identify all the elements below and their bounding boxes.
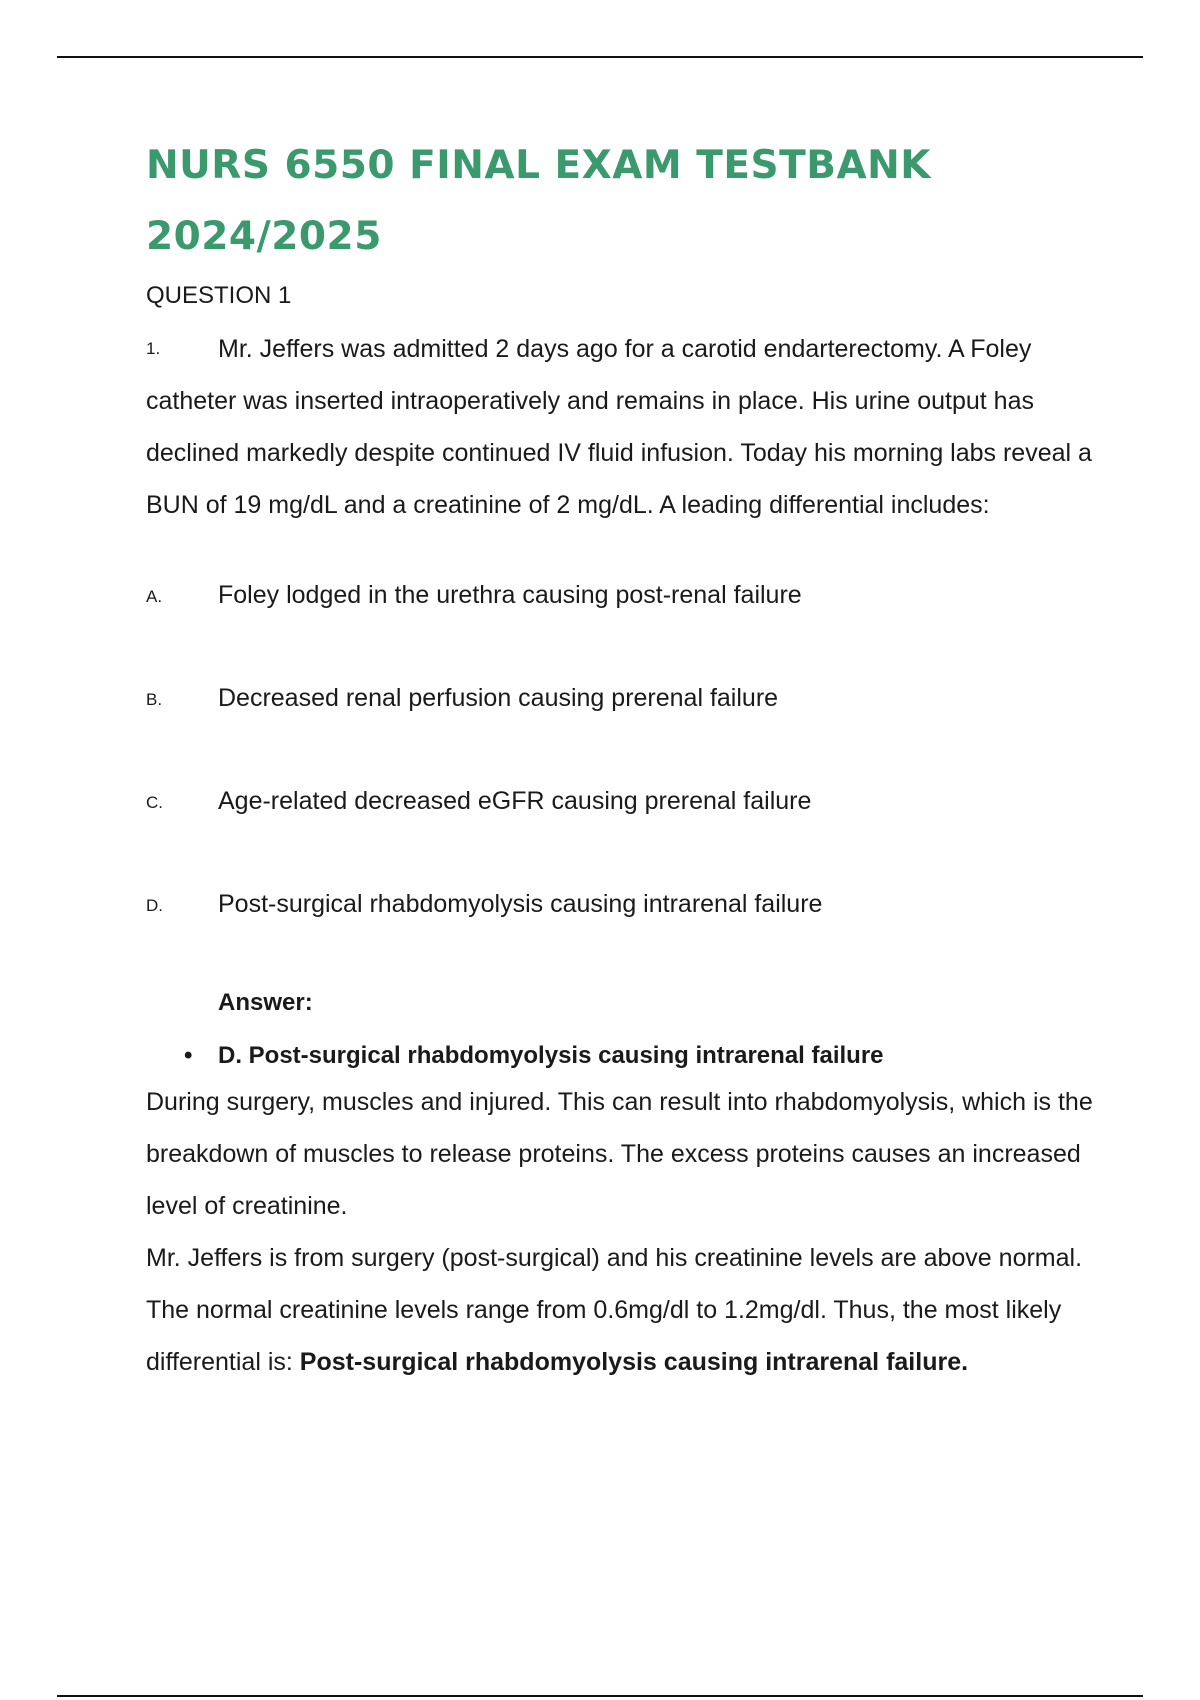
title-line-2: 2024/2025 xyxy=(146,214,382,259)
answer-choice-text: D. Post-surgical rhabdomyolysis causing intrarenal failure xyxy=(218,1042,884,1069)
option-b xyxy=(146,680,1096,783)
page-title xyxy=(146,130,1096,272)
question-label: QUESTION 1 xyxy=(146,282,292,309)
question-stem-block xyxy=(146,323,1096,531)
option-text: Foley lodged in the urethra causing post-renal failure xyxy=(218,581,802,609)
answer-label: Answer: xyxy=(218,989,313,1016)
explanation-text: Mr. Jeffers is from surgery (post-surgical) and his creatinine levels are above normal. The normal creatinine levels range from 0.6mg/dl to 1.2mg/dl. Thus, the most likely differential is: xyxy=(146,1244,1083,1376)
bullet-icon: • xyxy=(184,1042,193,1069)
bottom-rule xyxy=(57,1695,1143,1697)
answer-options xyxy=(146,577,1096,989)
explanation-paragraph-2 xyxy=(146,1232,1096,1388)
explanation-paragraph-1: During surgery, muscles and injured. This can result into rhabdomyolysis, which is the breakdown of muscles to release proteins. The excess proteins causes an increased level of creatinine. xyxy=(146,1088,1093,1220)
document-body xyxy=(146,130,1096,1388)
option-letter: A. xyxy=(146,587,163,606)
answer-choice xyxy=(146,1038,1096,1074)
option-text: Age-related decreased eGFR causing prerenal failure xyxy=(218,787,812,815)
title-line-1: NURS 6550 FINAL EXAM TESTBANK xyxy=(146,143,932,188)
option-text: Post-surgical rhabdomyolysis causing intrarenal failure xyxy=(218,890,823,918)
option-text: Decreased renal perfusion causing prerenal failure xyxy=(218,684,779,712)
option-c xyxy=(146,783,1096,886)
option-d xyxy=(146,886,1096,989)
option-letter: C. xyxy=(146,793,163,812)
option-letter: D. xyxy=(146,896,163,915)
question-number: 1. xyxy=(146,339,161,358)
explanation-conclusion: Post-surgical rhabdomyolysis causing intrarenal failure. xyxy=(299,1348,969,1376)
question-stem: Mr. Jeffers was admitted 2 days ago for a carotid endarterectomy. A Foley catheter was inserted intraoperatively and remains in place. His urine output has declined markedly despite continued IV fluid infusion. Today his morning labs reveal a BUN of 19 mg/dL and a creatinine of 2 mg/dL. A leading differential includes: xyxy=(146,335,1092,519)
top-rule xyxy=(57,56,1143,58)
answer-explanation xyxy=(146,1076,1096,1388)
option-a xyxy=(146,577,1096,680)
option-letter: B. xyxy=(146,690,163,709)
